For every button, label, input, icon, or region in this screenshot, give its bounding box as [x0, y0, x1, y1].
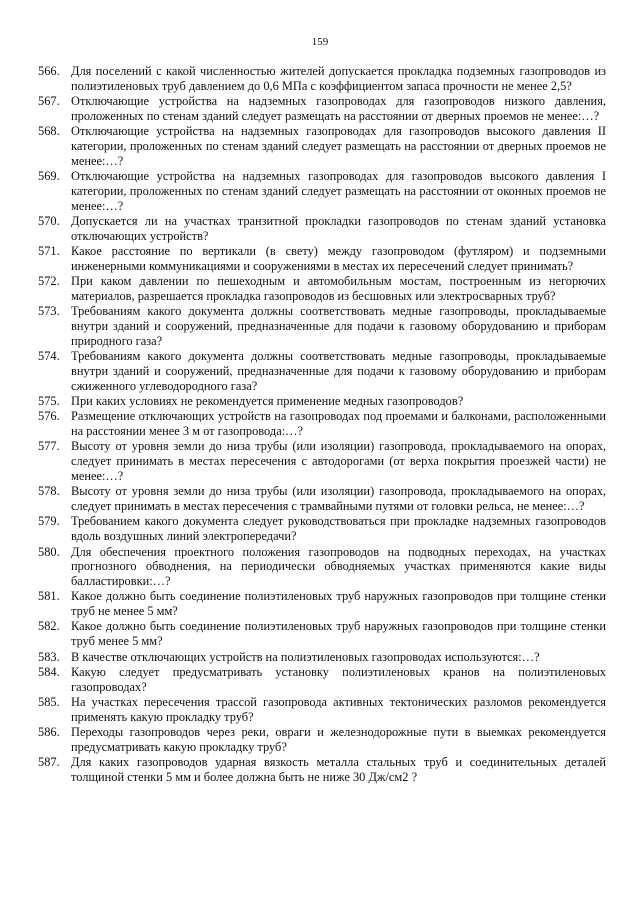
question-item — [38, 304, 606, 348]
question-text: Требованиям какого документа должны соответствовать медные газопроводы, прокладываемые внутри зданий и сооружений, предназначенные для подачи к газовому оборудованию и приборам природного газа? — [71, 304, 606, 348]
question-text: Какое должно быть соединение полиэтиленовых труб наружных газопроводов при толщине стенки труб менее 5 мм? — [71, 619, 606, 649]
question-number: 586. — [38, 725, 60, 740]
question-text: Допускается ли на участках транзитной прокладки газопроводов по стенам зданий установка отключающих устройств? — [71, 213, 606, 243]
question-number: 579. — [38, 514, 60, 529]
question-item — [38, 589, 606, 619]
question-number: 568. — [38, 124, 60, 139]
question-text: Требованием какого документа следует руководствоваться при прокладке надземных газопроводов вдоль воздушных линий электропередачи? — [71, 514, 606, 544]
question-item — [38, 545, 606, 589]
question-item — [38, 439, 606, 483]
question-number: 587. — [38, 755, 60, 770]
question-text: В качестве отключающих устройств на полиэтиленовых газопроводах используются:…? — [71, 649, 540, 664]
question-text: Высоту от уровня земли до низа трубы (или изоляции) газопровода, прокладываемого на опорах, следует принимать в местах пересечения с автодорогами (от верха покрытия проезжей части) не менее:…? — [71, 439, 606, 484]
question-number: 574. — [38, 349, 60, 364]
question-text: При каких условиях не рекомендуется применение медных газопроводов? — [71, 394, 464, 409]
question-number: 584. — [38, 664, 60, 679]
question-number: 571. — [38, 244, 60, 259]
question-item — [38, 619, 606, 649]
question-text: Для обеспечения проектного положения газопроводов на подводных переходах, на участках прогнозного обводнения, на периодически обводняемых участках применяются какие виды балластировки:…? — [71, 544, 606, 589]
question-text: Какую следует предусматривать установку полиэтиленовых кранов на полиэтиленовых газопроводах? — [71, 664, 606, 694]
question-item — [38, 349, 606, 393]
question-text: Какое должно быть соединение полиэтиленовых труб наружных газопроводов при толщине стенки труб не менее 5 мм? — [71, 589, 606, 619]
question-text: Переходы газопроводов через реки, овраги и железнодорожные пути в выемках рекомендуется предусматривать какую прокладку труб? — [71, 725, 606, 754]
question-item — [38, 695, 606, 725]
question-item — [38, 124, 606, 168]
question-text: Требованиям какого документа должны соответствовать медные газопроводы, прокладываемые внутри зданий и сооружений, предназначенные для подачи к газовому оборудованию и приборам сжиженного углеводородного газа? — [71, 349, 606, 393]
question-item — [38, 409, 606, 439]
question-text: Размещение отключающих устройств на газопроводах под проемами и балконами, расположенными на расстоянии менее 3 м от газопровода:…? — [71, 409, 606, 439]
question-text: Отключающие устройства на надземных газопроводах для газопроводов низкого давления, проложенных по стенам зданий следует размещать на расстоянии от дверных проемов не менее:…? — [71, 94, 606, 123]
question-item — [38, 169, 606, 213]
question-number: 582. — [38, 619, 60, 634]
question-number: 566. — [38, 64, 60, 78]
question-number: 567. — [38, 94, 60, 109]
question-list — [38, 64, 606, 785]
question-text: При каком давлении по пешеходным и автомобильным мостам, построенным из негорючих материалов, разрешается прокладка газопроводов из бесшовных или электросварных труб? — [71, 274, 606, 303]
question-number: 581. — [38, 589, 60, 604]
question-number: 578. — [38, 484, 60, 499]
question-item — [38, 214, 606, 244]
question-text: Высоту от уровня земли до низа трубы (или изоляции) газопровода, прокладываемого на опорах, следует принимать в местах пересечения с трамвайными путями от головки рельса, не менее:…? — [71, 484, 606, 514]
question-text: Отключающие устройства на надземных газопроводах для газопроводов высокого давления II категории, проложенных по стенам зданий следует размещать на расстоянии от дверных проемов не менее:…? — [71, 124, 606, 168]
question-number: 583. — [38, 649, 60, 664]
question-item — [38, 514, 606, 544]
question-item — [38, 725, 606, 755]
question-item — [38, 64, 606, 94]
question-number: 569. — [38, 169, 60, 184]
question-number: 575. — [38, 394, 60, 409]
question-item — [38, 650, 606, 665]
page-number: 159 — [311, 36, 329, 48]
question-item — [38, 665, 606, 695]
question-number: 580. — [38, 544, 60, 559]
question-item — [38, 274, 606, 304]
question-number: 585. — [38, 694, 60, 709]
question-number: 577. — [38, 439, 60, 454]
question-text: Для поселений с какой численностью жителей допускается прокладка подземных газопроводов из полиэтиленовых труб давлением до 0,6 МПа с коэффициентом запаса прочности не менее 2,5? — [71, 64, 606, 93]
question-item — [38, 244, 606, 274]
question-number: 572. — [38, 274, 60, 289]
question-item — [38, 94, 606, 124]
question-number: 570. — [38, 213, 60, 228]
question-text: Для каких газопроводов ударная вязкость металла стальных труб и соединительных деталей толщиной стенки 5 мм и более должна быть не ниже 30 Дж/см2 ? — [71, 755, 606, 784]
question-item — [38, 484, 606, 514]
question-text: На участках пересечения трассой газопровода активных тектонических разломов рекомендуется применять какую прокладку труб? — [71, 694, 606, 724]
question-item — [38, 755, 606, 785]
question-number: 573. — [38, 304, 60, 319]
question-item — [38, 394, 606, 409]
question-text: Какое расстояние по вертикали (в свету) между газопроводом (футляром) и подземными инженерными коммуникациями и сооружениями в местах их пересечений следует принимать? — [71, 244, 606, 273]
question-text: Отключающие устройства на надземных газопроводах для газопроводов высокого давления I категории, проложенных по стенам зданий следует размещать на расстоянии от оконных проемов не менее:…? — [71, 169, 606, 213]
question-number: 576. — [38, 409, 60, 424]
